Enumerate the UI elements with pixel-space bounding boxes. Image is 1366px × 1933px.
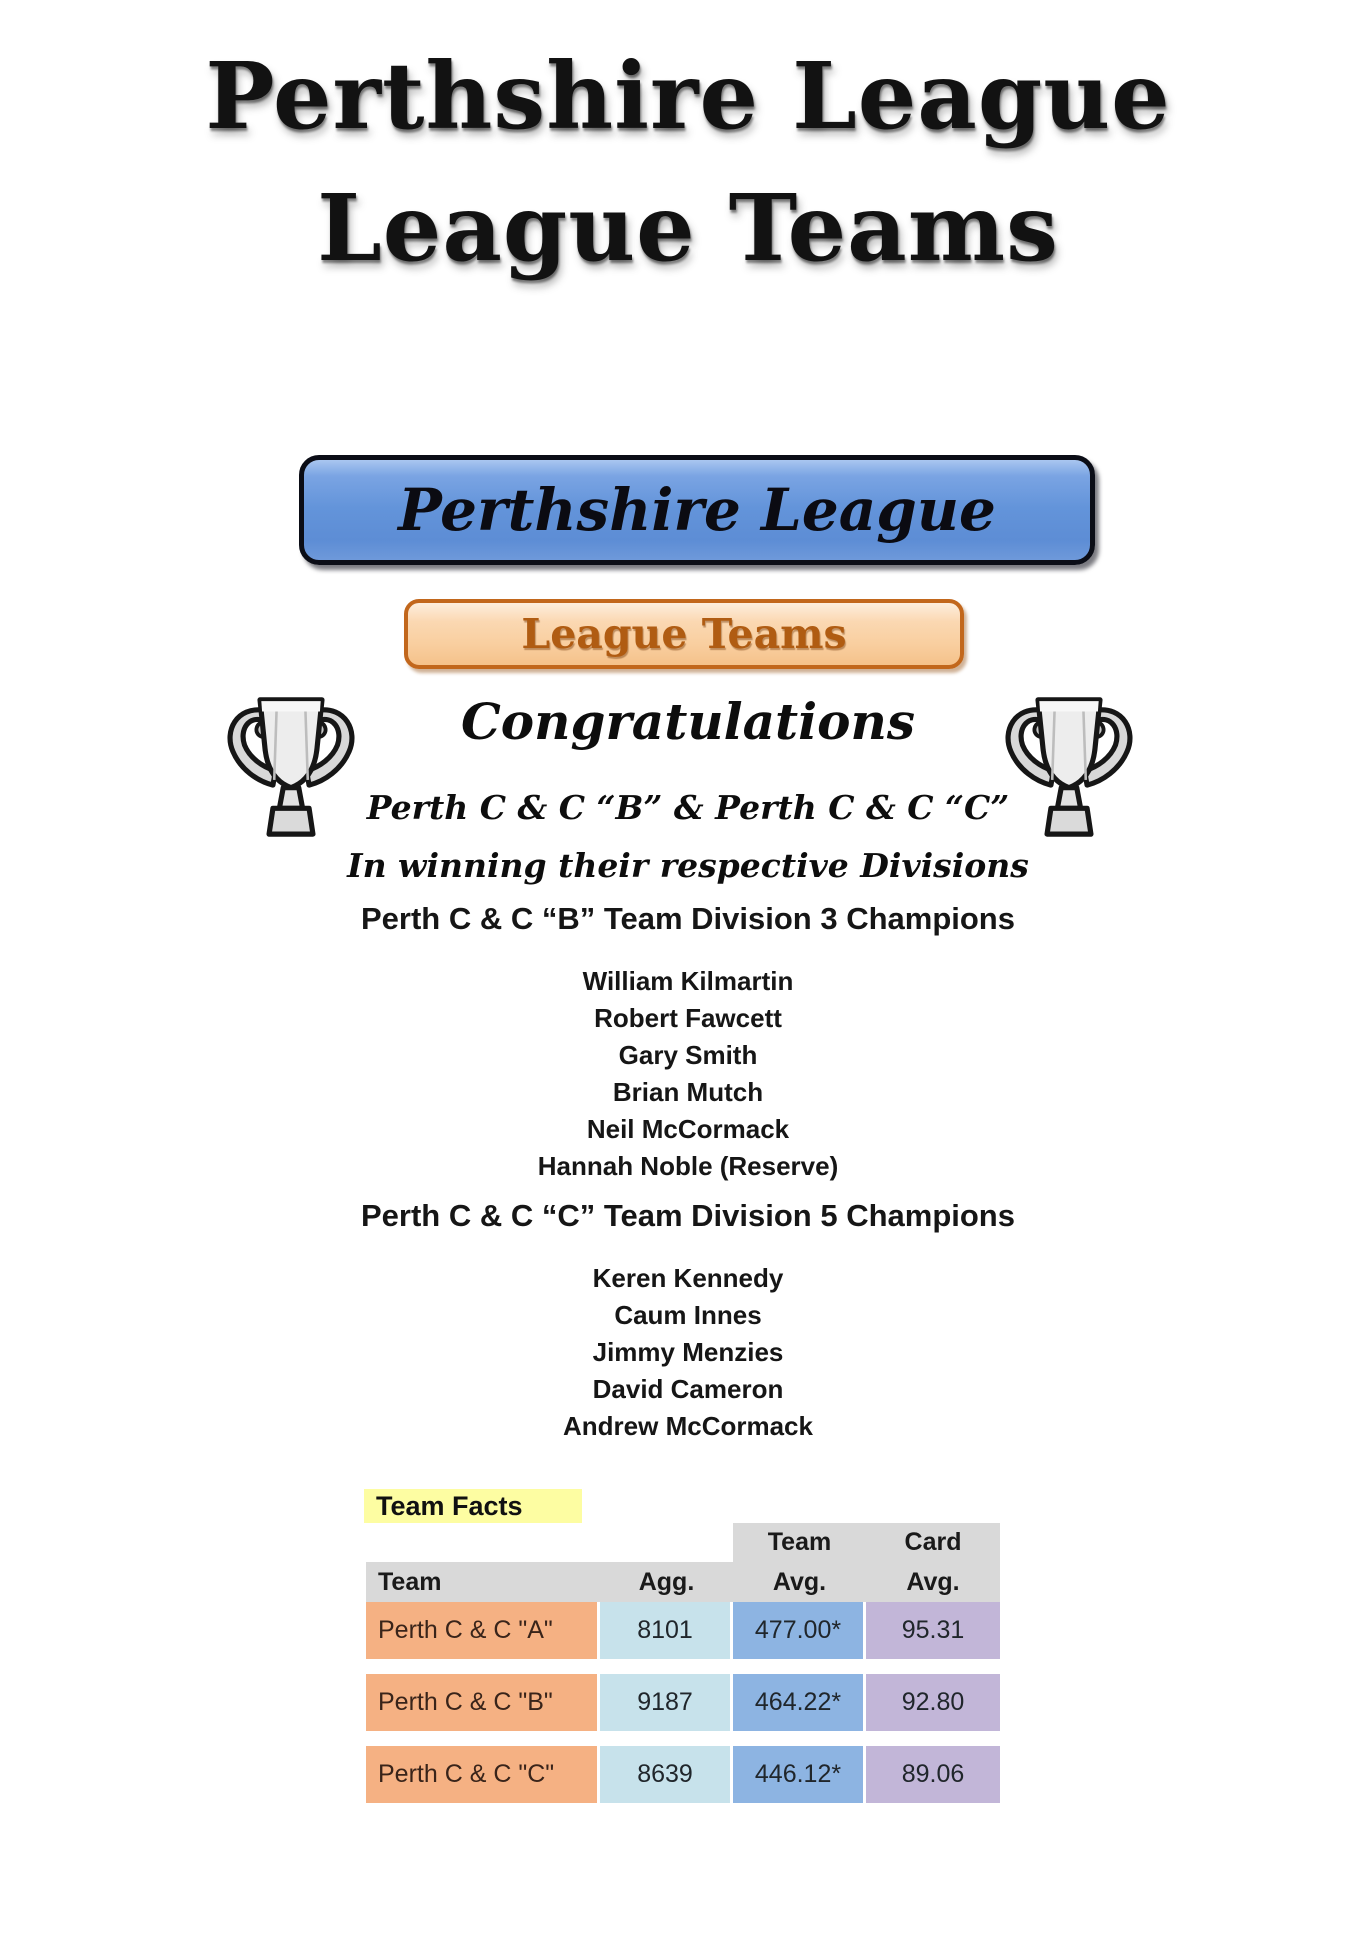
player-name: Andrew McCormack bbox=[563, 1411, 813, 1441]
team-avg-cell: 446.12* bbox=[733, 1746, 866, 1803]
column-header-card-avg-top: Card bbox=[866, 1523, 1000, 1562]
team-name-cell: Perth C & C "A" bbox=[366, 1602, 600, 1659]
team-name-cell: Perth C & C "B" bbox=[366, 1674, 600, 1731]
team-c-heading: Perth C & C “C” Team Division 5 Champions bbox=[361, 1198, 1015, 1233]
agg-cell: 8101 bbox=[600, 1602, 733, 1659]
page-title bbox=[0, 30, 1366, 295]
column-header-team-avg-top: Team bbox=[733, 1523, 866, 1562]
secondary-banner-label: League Teams bbox=[521, 610, 847, 658]
team-facts-table bbox=[366, 1523, 1000, 1803]
column-header-team-avg: Avg. bbox=[733, 1562, 866, 1602]
team-c-player-list bbox=[0, 1260, 1366, 1445]
team-avg-cell: 477.00* bbox=[733, 1602, 866, 1659]
primary-banner-label: Perthshire League bbox=[398, 476, 996, 544]
secondary-banner bbox=[404, 599, 964, 669]
card-avg-cell: 92.80 bbox=[866, 1674, 1000, 1731]
page-title-line1: Perthshire League bbox=[205, 42, 1171, 150]
player-name: David Cameron bbox=[592, 1374, 784, 1404]
primary-banner bbox=[299, 455, 1095, 565]
player-name: Robert Fawcett bbox=[594, 1003, 782, 1033]
team-b-heading: Perth C & C “B” Team Division 3 Champions bbox=[361, 901, 1015, 936]
column-header-card-avg: Avg. bbox=[866, 1562, 1000, 1602]
agg-cell: 8639 bbox=[600, 1746, 733, 1803]
player-name: Brian Mutch bbox=[612, 1077, 764, 1107]
player-name: Neil McCormack bbox=[586, 1114, 790, 1144]
player-name: Hannah Noble (Reserve) bbox=[537, 1151, 839, 1181]
team-name-cell: Perth C & C "C" bbox=[366, 1746, 600, 1803]
player-name: William Kilmartin bbox=[582, 966, 794, 996]
card-avg-cell: 89.06 bbox=[866, 1746, 1000, 1803]
card-avg-cell: 95.31 bbox=[866, 1602, 1000, 1659]
player-name: Keren Kennedy bbox=[592, 1263, 784, 1293]
team-avg-cell: 464.22* bbox=[733, 1674, 866, 1731]
congratulations-teams-line: Perth C & C “B” & Perth C & C “C” bbox=[366, 788, 1010, 827]
player-name: Jimmy Menzies bbox=[592, 1337, 784, 1367]
column-header-agg: Agg. bbox=[600, 1562, 733, 1602]
player-name: Gary Smith bbox=[618, 1040, 758, 1070]
congratulations-divisions-line: In winning their respective Divisions bbox=[347, 846, 1029, 885]
congratulations-heading: Congratulations bbox=[461, 692, 915, 751]
page-title-line2: League Teams bbox=[317, 174, 1059, 283]
agg-cell: 9187 bbox=[600, 1674, 733, 1731]
team-facts-label-text: Team Facts bbox=[376, 1490, 523, 1521]
player-name: Caum Innes bbox=[614, 1300, 762, 1330]
team-b-player-list bbox=[0, 963, 1366, 1185]
column-header-team: Team bbox=[366, 1562, 600, 1602]
team-facts-label bbox=[364, 1489, 582, 1523]
